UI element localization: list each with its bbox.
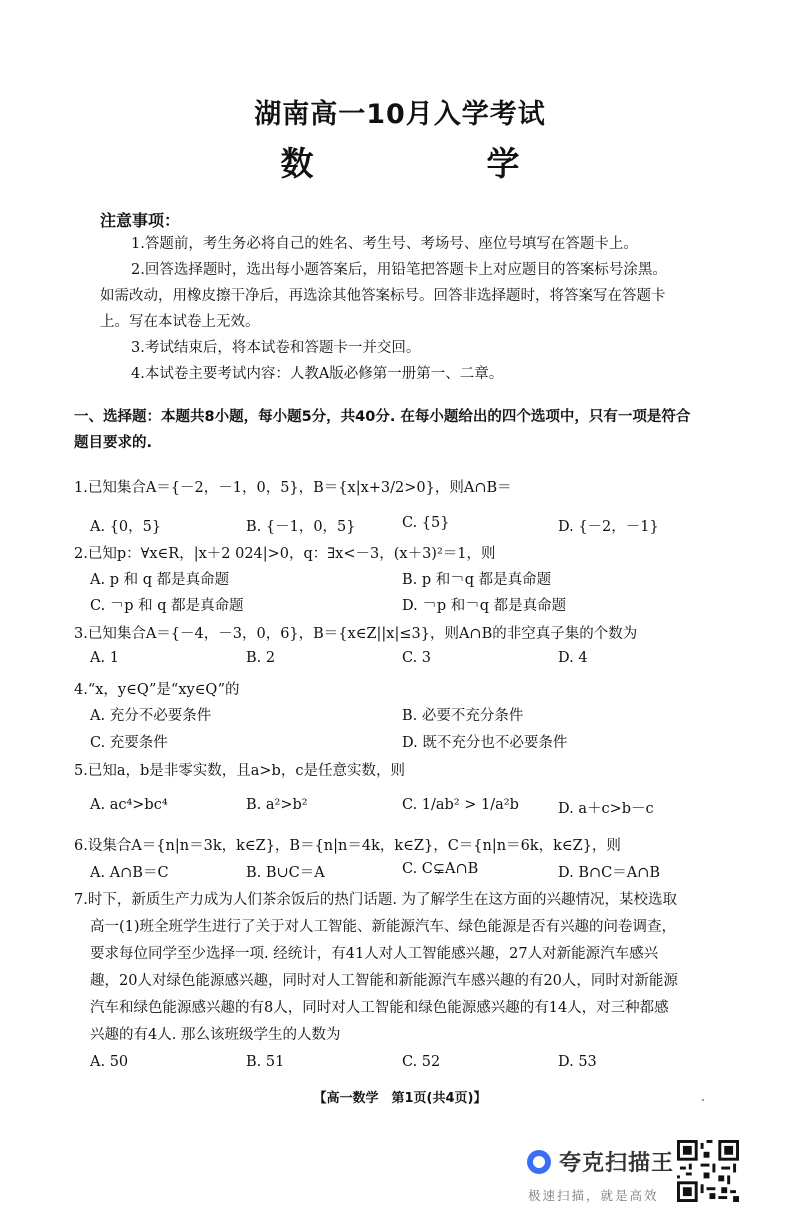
subject-title: 数 学 (280, 144, 590, 183)
section-heading: 一、选择题：本题共8小题，每小题5分，共40分. 在每小题给出的四个选项中，只有一项是符合题目要求的. (74, 409, 691, 451)
question-2-option-d: D. ￢p 和￢q 都是真命题 (402, 598, 567, 614)
question-2-option-a: A. p 和 q 都是真命题 (90, 572, 230, 588)
question-3-stem: 3.已知集合A＝{－4，－3，0，6}，B＝{x∈Z||x|≤3}，则A∩B的非空真子集的个数为 (74, 626, 638, 642)
question-7-option-b: B. 51 (246, 1054, 285, 1070)
question-5-option-d: D. a＋c>b－c (558, 801, 654, 817)
question-7-stem-line-3: 要求每位同学至少选择一项. 经统计，有41人对人工智能感兴趣，27人对新能源汽车感兴 (90, 946, 659, 962)
exam-title: 湖南高一10月入学考试 (254, 99, 546, 130)
notice-item-1: 1.答题前，考生务必将自己的姓名、考生号、考场号、座位号填写在答题卡上。 (131, 236, 638, 252)
question-4-option-c: C. 充要条件 (90, 735, 168, 751)
notice-heading: 注意事项： (100, 211, 181, 230)
question-7-stem-line-4: 趣，20人对绿色能源感兴趣，同时对人工智能和新能源汽车感兴趣的有20人，同时对新能源 (90, 973, 678, 989)
question-3-option-a: A. 1 (90, 650, 119, 666)
notice-item-3: 3.考试结束后，将本试卷和答题卡一并交回。 (131, 340, 421, 356)
question-2-option-b: B. p 和￢q 都是真命题 (402, 572, 552, 588)
question-4-option-d: D. 既不充分也不必要条件 (402, 735, 568, 751)
question-6-stem: 6.设集合A＝{n|n＝3k，k∈Z}，B＝{n|n＝4k，k∈Z}，C＝{n|n＝6k，k∈Z}，则 (74, 838, 621, 854)
notice-item-4: 4.本试卷主要考试内容：人教A版必修第一册第一、二章。 (131, 366, 504, 382)
question-5-option-b: B. a²>b² (246, 797, 308, 813)
question-6-option-d: D. B∩C＝A∩B (558, 865, 661, 881)
question-1-option-a: A. {0，5} (90, 519, 162, 535)
question-1-option-c: C. {5} (402, 515, 450, 531)
question-3-option-c: C. 3 (402, 650, 432, 666)
question-6-option-c: C. C⊊A∩B (402, 861, 479, 877)
watermark-slogan: 极速扫描，就是高效 (528, 1188, 659, 1203)
question-3-option-b: B. 2 (246, 650, 276, 666)
question-4-option-b: B. 必要不充分条件 (402, 708, 524, 724)
question-3-option-d: D. 4 (558, 650, 588, 666)
question-7-stem-line-2: 高一(1)班全班学生进行了关于对人工智能、新能源汽车、绿色能源是否有兴趣的问卷调查， (90, 919, 677, 935)
question-7-stem-line-1: 7.时下，新质生产力成为人们茶余饭后的热门话题. 为了解学生在这方面的兴趣情况，某校选取 (74, 892, 678, 908)
question-7-option-d: D. 53 (558, 1054, 597, 1070)
qr-code-icon (677, 1140, 739, 1202)
question-5-option-a: A. ac⁴>bc⁴ (90, 797, 168, 813)
question-7-option-a: A. 50 (90, 1054, 129, 1070)
scan-speck (702, 1099, 704, 1101)
question-4-stem: 4.“x，y∈Q”是“xy∈Q”的 (74, 682, 240, 698)
question-7-stem-line-5: 汽车和绿色能源感兴趣的有8人，同时对人工智能和绿色能源感兴趣的有14人，对三种都感 (90, 1000, 669, 1016)
question-6-option-a: A. A∩B＝C (90, 865, 169, 881)
question-1-stem: 1.已知集合A＝{－2，－1，0，5}，B＝{x|x+3/2>0}，则A∩B＝ (74, 480, 512, 496)
question-5-stem: 5.已知a，b是非零实数，且a>b，c是任意实数，则 (74, 763, 405, 779)
quark-logo-icon (527, 1150, 551, 1174)
question-6-option-b: B. B∪C＝A (246, 865, 325, 881)
question-5-option-c: C. 1/ab² > 1/a²b (402, 797, 519, 813)
page-footer: 【高一数学 第1页(共4页)】 (313, 1091, 487, 1106)
question-7-option-c: C. 52 (402, 1054, 441, 1070)
notice-item-2: 2.回答选择题时，选出每小题答案后，用铅笔把答题卡上对应题目的答案标号涂黑。如需改动，用橡皮擦干净后，再选涂其他答案标号。回答非选择题时，将答案写在答题卡上。写在本试卷上无效。 (100, 262, 667, 330)
watermark-brand: 夸克扫描王 (559, 1151, 675, 1176)
question-4-option-a: A. 充分不必要条件 (90, 708, 212, 724)
question-1-option-b: B. {－1，0，5} (246, 519, 356, 535)
question-2-stem: 2.已知p：∀x∈R，|x＋2 024|>0，q：∃x<－3，(x＋3)²＝1，则 (74, 546, 496, 562)
question-1-option-d: D. {－2，－1} (558, 519, 659, 535)
scanner-watermark (527, 1146, 674, 1177)
question-7-stem-line-6: 兴趣的有4人. 那么该班级学生的人数为 (90, 1027, 341, 1043)
question-2-option-c: C. ￢p 和 q 都是真命题 (90, 598, 244, 614)
